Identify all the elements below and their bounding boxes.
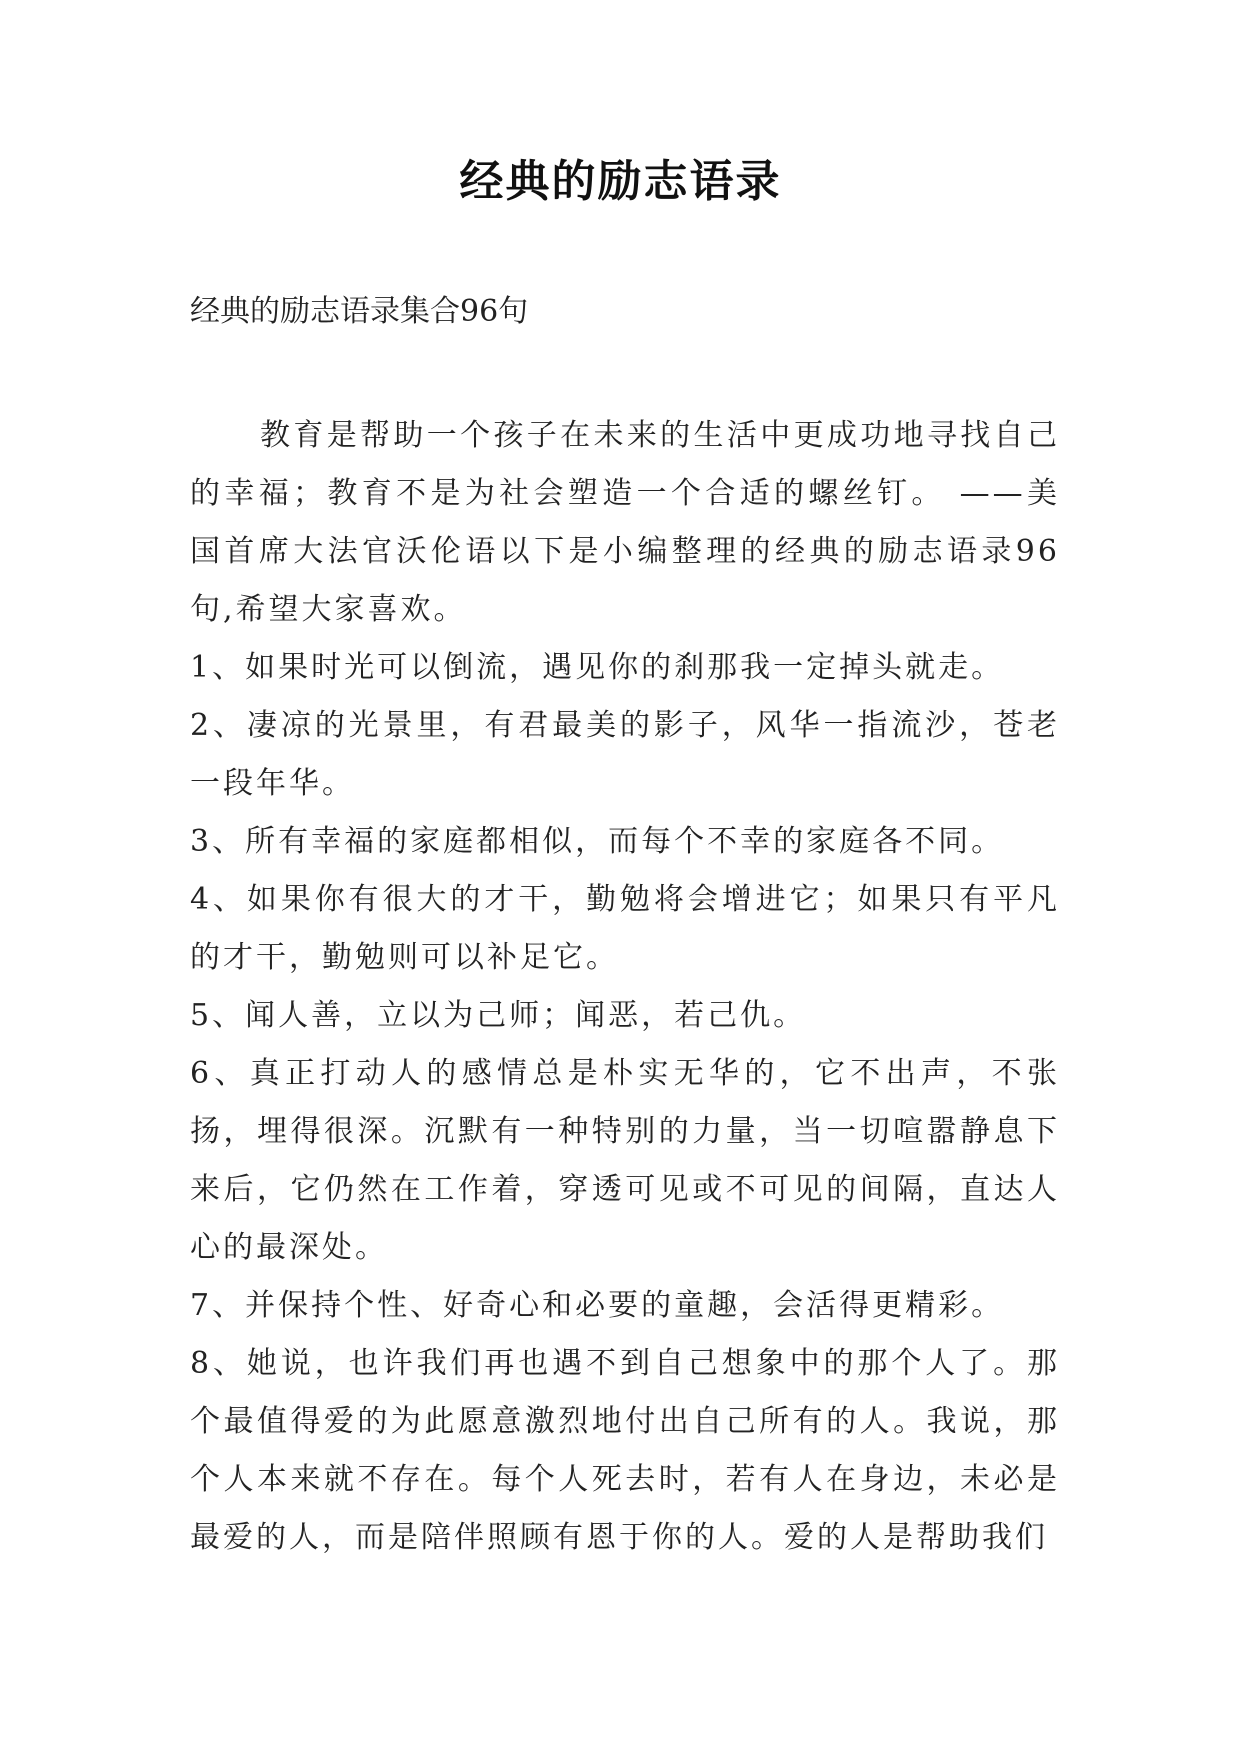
quote-paragraph-1: 1、如果时光可以倒流，遇见你的刹那我一定掉头就走。 xyxy=(190,650,1005,685)
quote-paragraph-3: 3、所有幸福的家庭都相似，而每个不幸的家庭各不同。 xyxy=(190,824,1005,859)
quote-paragraph-7: 7、并保持个性、好奇心和必要的童趣，会活得更精彩。 xyxy=(190,1288,1005,1323)
quote-paragraph-2: 2、凄凉的光景里，有君最美的影子，风华一指流沙，苍老一段年华。 xyxy=(190,708,1060,801)
document-subtitle: 经典的励志语录集合96句 xyxy=(190,294,529,329)
quote-paragraph-6: 6、真正打动人的感情总是朴实无华的，它不出声，不张扬，埋得很深。沉默有一种特别的力量，当一切喧嚣静息下来后，它仍然在工作着，穿透可见或不可见的间隔，直达人心的最深处。 xyxy=(190,1056,1060,1265)
document-body xyxy=(190,407,1060,1567)
quote-paragraph-5: 5、闻人善，立以为己师；闻恶，若己仇。 xyxy=(190,998,807,1033)
quote-paragraph-8: 8、她说，也许我们再也遇不到自己想象中的那个人了。那个最值得爱的为此愿意激烈地付出自己所有的人。我说，那个人本来就不存在。每个人死去时，若有人在身边，未必是最爱的人，而是陪伴照顾有恩于你的人。爱的人是帮助我们 xyxy=(190,1346,1060,1555)
quote-paragraph-4: 4、如果你有很大的才干，勤勉将会增进它；如果只有平凡的才干，勤勉则可以补足它。 xyxy=(190,882,1060,975)
document-title: 经典的励志语录 xyxy=(459,156,782,207)
intro-paragraph: 教育是帮助一个孩子在未来的生活中更成功地寻找自己的幸福；教育不是为社会塑造一个合适的螺丝钉。 ——美国首席大法官沃伦语以下是小编整理的经典的励志语录96句,希望大家喜欢。 xyxy=(190,418,1060,627)
